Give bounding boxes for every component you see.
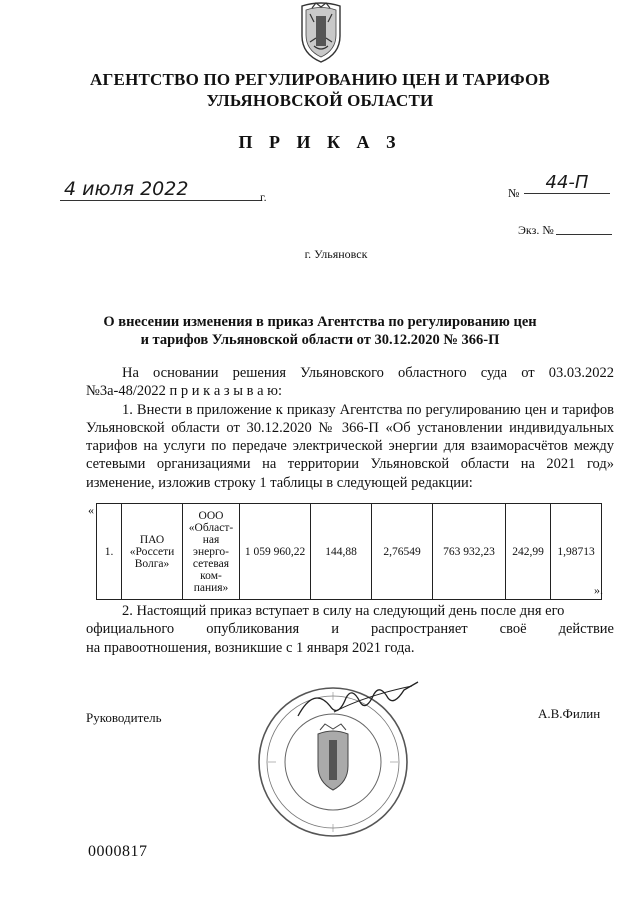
city: г. Ульяновск [304,247,368,261]
cell-line: ная [202,533,220,546]
table-cell-value: 144,88 [311,504,372,600]
item1-paragraph: 1. Внести в приложение к приказу Агентства по регулированию цен и тарифов Ульяновской области от 30.12.2020 № 366-П «Об установлении индивидуальных тарифов на услуги по передаче электрической энергии для взаиморасчётов между сетевыми организациями на территории Ульяновской области на 2021 год» изменение, изложив строку 1 таблицы в следующей редакции: [86,401,614,491]
intro-paragraph: На основании решения Ульяновского областного суда от 03.03.2022 №3а-48/2022 п р и к а з ы в а ю: [86,365,614,400]
handwritten-signature-icon [294,676,424,726]
table-cell-value: 763 932,23 [433,504,506,600]
table-cell-organization-1 [122,504,183,600]
item2-line3: на правоотношения, возникшие с 1 января 2021 года. [86,639,415,656]
table-cell-value: 1,98713 [551,504,602,600]
subject-line1: О внесении изменения в приказ Агентства по регулированию цен [103,314,537,330]
table-cell-organization-2 [183,504,240,600]
copy-number-blank [556,234,612,235]
number-label: № [508,186,520,200]
table-cell-value: 1 059 960,22 [240,504,311,600]
item2-line2: официального опубликования и распространяет своё действие [86,621,614,638]
table-cell-value: 2,76549 [372,504,433,600]
handwritten-number: 44-П [524,172,610,194]
year-suffix: г. [260,190,267,204]
agency-title-line2: УЛЬЯНОВСКОЙ ОБЛАСТИ [206,91,434,110]
subject-line2: и тарифов Ульяновской области от 30.12.2020 № 366-П [140,332,500,348]
agency-title-line1: АГЕНТСТВО ПО РЕГУЛИРОВАНИЮ ЦЕН И ТАРИФОВ [90,70,550,89]
copy-number-label: Экз. № [518,223,554,237]
coat-of-arms-icon [296,2,346,64]
open-quote: « [88,503,94,517]
table-cell-number: 1. [97,504,122,600]
document-type-title: П Р И К А З [238,132,402,152]
item2-paragraph [86,602,614,657]
cell-line: энерго- [193,545,229,558]
handwritten-date: 4 июля 2022 [60,178,262,201]
document-serial-number: 0000817 [88,843,148,860]
cell-line: сетевая [192,557,230,570]
tariff-table [96,503,602,600]
cell-line: пания» [193,581,229,594]
body-text [86,364,614,492]
table-cell-value: 242,99 [506,504,551,600]
cell-line: ком- [200,569,222,582]
signatory-role: Руководитель [86,710,162,725]
signatory-name: А.В.Филин [538,706,601,721]
cell-line: «Област- [188,521,234,534]
cell-line: ПАО [139,533,165,546]
cell-line: «Россети [129,545,175,558]
cell-line: Волга» [134,557,170,570]
close-quote: ». [594,583,603,597]
cell-line: ООО [198,509,224,522]
item2-line1: 2. Настоящий приказ вступает в силу на следующий день после дня его [122,603,565,619]
table-row [97,504,602,600]
